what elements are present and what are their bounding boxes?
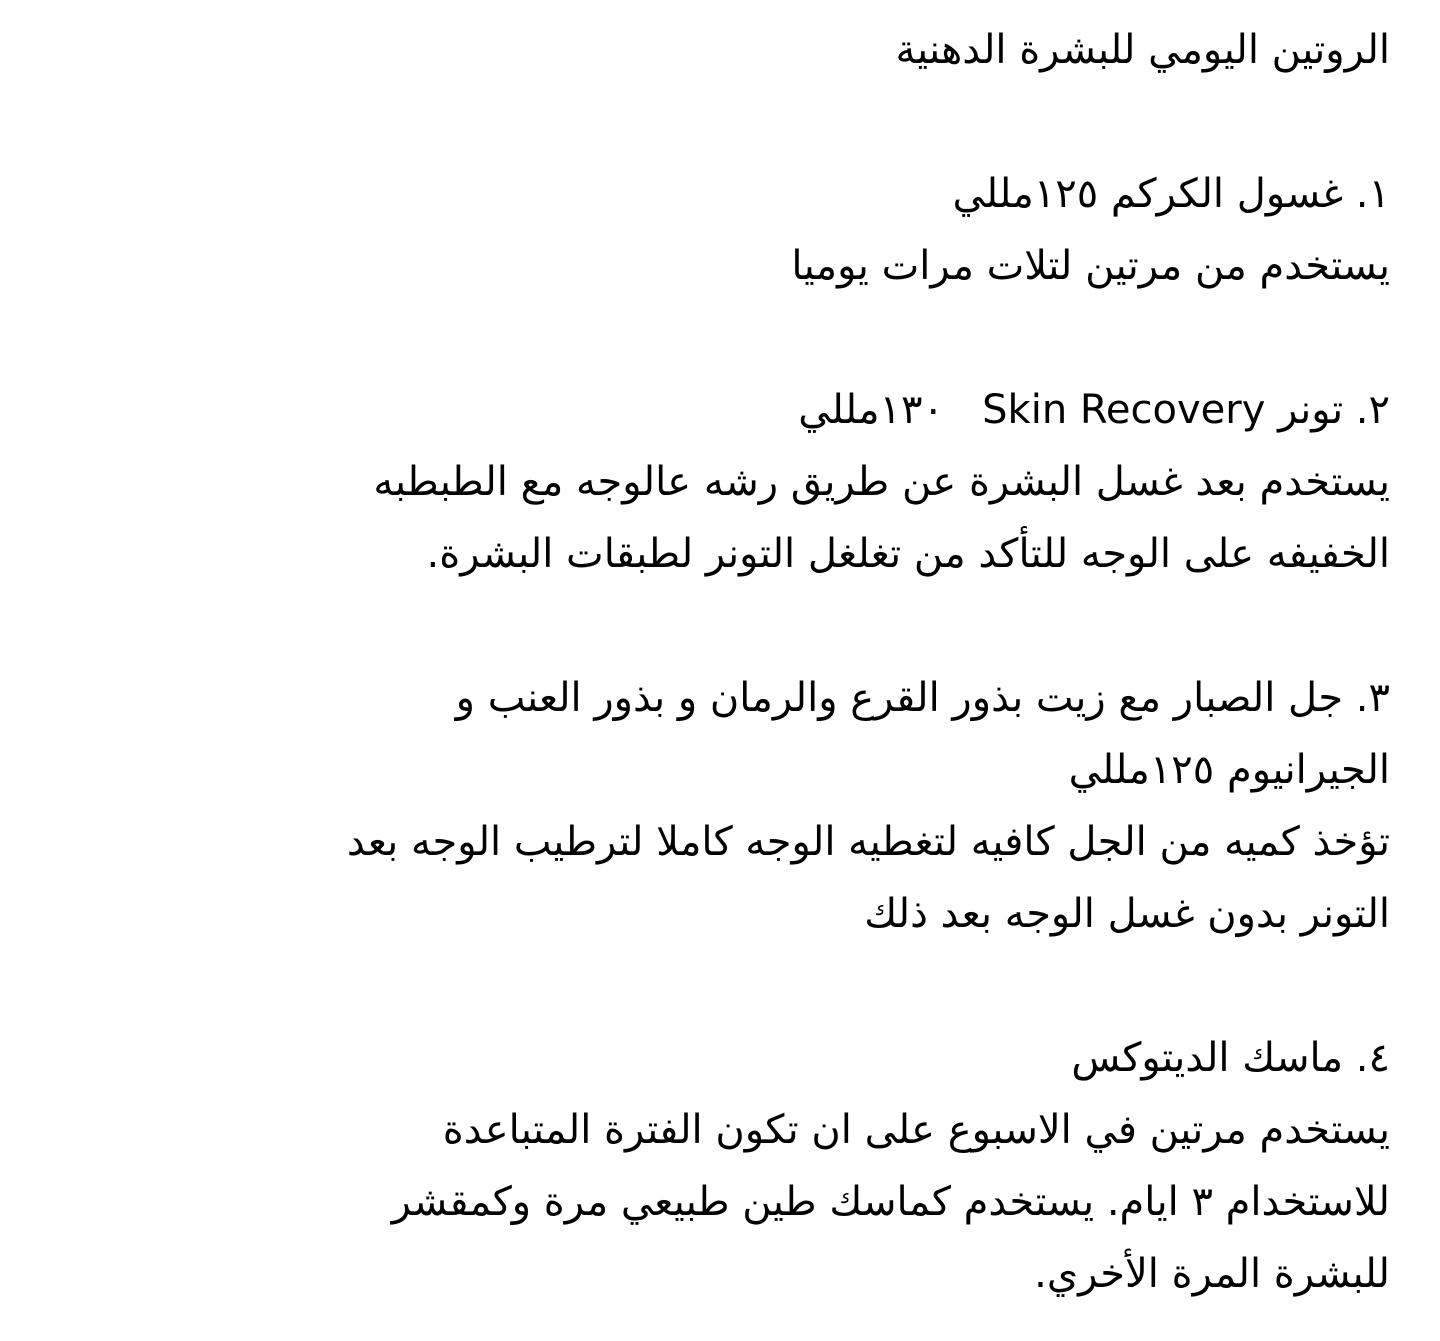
step-4-instructions-line-1: يستخدم مرتين في الاسبوع على ان تكون الفترة المتباعدة bbox=[442, 1107, 1390, 1153]
step-3-instructions-line-1: تؤخذ كميه من الجل كافيه لتغطيه الوجه كاملا لترطيب الوجه بعد bbox=[346, 819, 1390, 865]
spacer bbox=[40, 302, 1390, 374]
step-4-heading: ٤. ماسك الديتوكس bbox=[1071, 1035, 1390, 1081]
spacer bbox=[40, 590, 1390, 662]
step-1-heading: ١. غسول الكركم ١٢٥مللي bbox=[952, 171, 1390, 217]
step-2-instructions-line-1: يستخدم بعد غسل البشرة عن طريق رشه عالوجه مع الطبطبه bbox=[373, 459, 1390, 505]
step-1-instructions: يستخدم من مرتين لتلات مرات يوميا bbox=[791, 243, 1390, 289]
step-2-volume: ١٣٠مللي bbox=[798, 387, 944, 433]
step-4-instructions-line-2: للاستخدام ٣ ايام. يستخدم كماسك طين طبيعي مرة وكمقشر bbox=[391, 1179, 1390, 1225]
step-2-heading-prefix: ٢. تونر bbox=[1278, 387, 1390, 433]
step-4-instructions-line-3: للبشرة المرة الأخري. bbox=[1034, 1251, 1390, 1297]
spacer bbox=[40, 950, 1390, 1022]
document-title: الروتين اليومي للبشرة الدهنية bbox=[895, 27, 1390, 73]
spacer bbox=[40, 86, 1390, 158]
step-2-instructions-line-2: الخفيفه على الوجه للتأكد من تغلغل التونر لطبقات البشرة. bbox=[426, 531, 1390, 577]
step-2-brand: Skin Recovery bbox=[982, 387, 1266, 433]
step-2-heading bbox=[40, 374, 1390, 446]
step-3-instructions-line-2: التونر بدون غسل الوجه بعد ذلك bbox=[864, 891, 1390, 937]
step-3-heading-line-2: الجيرانيوم ١٢٥مللي bbox=[1068, 747, 1390, 793]
step-3-heading-line-1: ٣. جل الصبار مع زيت بذور القرع والرمان و بذور العنب و bbox=[455, 675, 1390, 721]
